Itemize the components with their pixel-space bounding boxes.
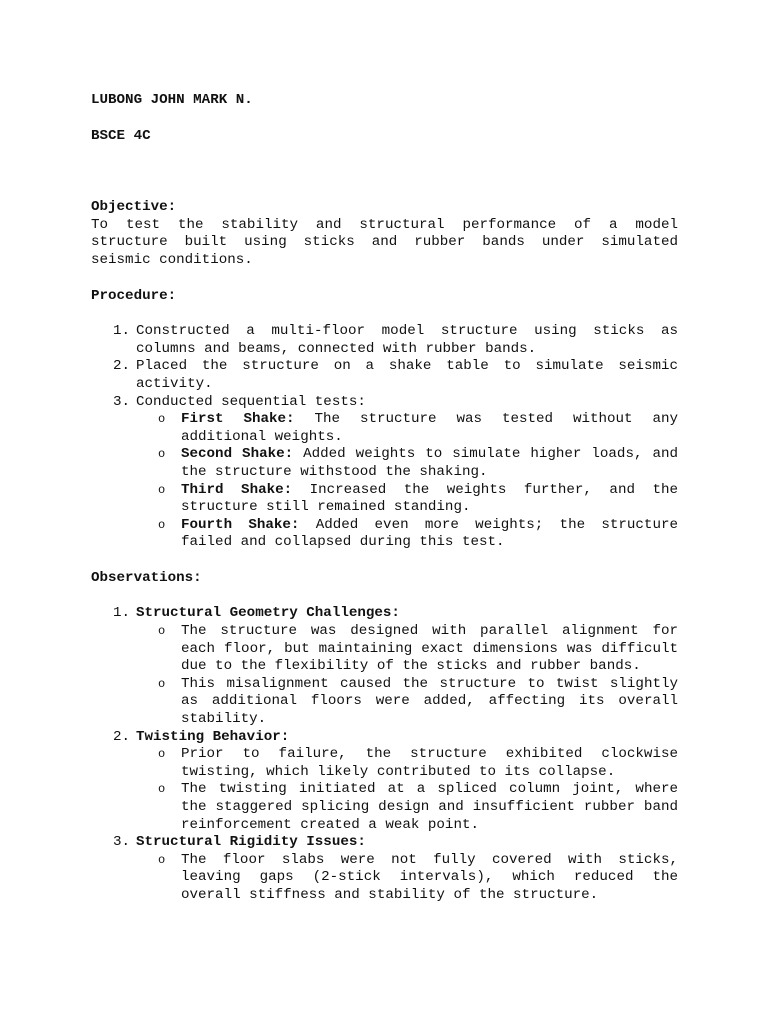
observation-point-text: This misalignment caused the structure to twist slightly as additional floors were added, affecting its overall stability.	[181, 675, 678, 728]
observations-heading: Observations:	[91, 569, 202, 586]
step-number: 3.	[113, 393, 131, 410]
observation-item	[91, 834, 678, 904]
step-number: 1.	[113, 323, 131, 340]
observation-title: Twisting Behavior:	[136, 728, 290, 745]
observation-point-text: Prior to failure, the structure exhibited clockwise twisting, which likely contributed to its collapse.	[181, 746, 678, 780]
bullet-icon: o	[158, 624, 166, 639]
procedure-step	[91, 358, 678, 393]
test-item	[136, 411, 678, 446]
test-item	[136, 446, 678, 481]
observation-number: 1.	[113, 605, 131, 622]
observation-point	[136, 781, 678, 834]
bullet-icon: o	[158, 676, 166, 691]
observation-point	[136, 852, 678, 905]
test-text: The structure was tested without any additional weights.	[181, 411, 679, 445]
test-label: Third Shake:	[181, 481, 293, 498]
test-label: Second Shake:	[181, 446, 294, 463]
test-item	[136, 482, 678, 517]
observation-item	[91, 729, 678, 835]
procedure-step	[91, 394, 678, 552]
observation-point-text: The twisting initiated at a spliced column joint, where the staggered splicing design and insufficient rubber band reinforcement created a weak point.	[181, 781, 678, 833]
test-label: First Shake:	[181, 411, 295, 428]
objective-text: To test the stability and structural performance of a model structure built using sticks and rubber bands under simulated seismic conditions.	[91, 216, 678, 268]
course-section: BSCE 4C	[91, 127, 151, 144]
bullet-icon: o	[158, 412, 166, 427]
test-text: Increased the weights further, and the structure still remained standing.	[181, 481, 678, 516]
step-number: 2.	[113, 358, 131, 375]
step-text: Placed the structure on a shake table to simulate seismic activity.	[136, 358, 678, 392]
observation-point	[136, 623, 678, 676]
author-name: LUBONG JOHN MARK N.	[91, 92, 253, 108]
observation-point-text: The floor slabs were not fully covered with sticks, leaving gaps (2-stick intervals), which reduced the overall stiffness and stability of the structure.	[181, 851, 678, 903]
observation-title: Structural Rigidity Issues:	[136, 834, 366, 851]
step-text: Conducted sequential tests:	[136, 393, 366, 410]
observations-list	[91, 605, 678, 904]
bullet-icon: o	[158, 782, 166, 797]
test-text: Added even more weights; the structure failed and collapsed during this test.	[181, 516, 678, 551]
observation-point	[136, 746, 678, 781]
document-page	[91, 90, 678, 905]
bullet-icon: o	[158, 747, 166, 762]
procedure-list	[91, 323, 678, 552]
observation-points	[136, 852, 678, 905]
observation-number: 3.	[113, 834, 131, 851]
bullet-icon: o	[158, 447, 166, 462]
bullet-icon: o	[158, 517, 166, 532]
observation-point-text: The structure was designed with parallel alignment for each floor, but maintaining exact dimensions was difficult due to the flexibility of the sticks and rubber bands.	[181, 623, 678, 675]
objective-heading: Objective:	[91, 199, 177, 216]
test-text: Added weights to simulate higher loads, and the structure withstood the shaking.	[181, 446, 678, 480]
observation-item	[91, 605, 678, 728]
procedure-heading: Procedure:	[91, 287, 177, 304]
procedure-step	[91, 323, 678, 358]
observation-point	[136, 676, 678, 729]
observation-points	[136, 746, 678, 834]
observation-points	[136, 623, 678, 729]
step-text: Constructed a multi-floor model structure using sticks as columns and beams, connected with rubber bands.	[136, 323, 678, 357]
test-item	[136, 517, 678, 552]
test-list	[136, 411, 678, 552]
observation-title: Structural Geometry Challenges:	[136, 605, 400, 622]
bullet-icon: o	[158, 482, 166, 497]
bullet-icon: o	[158, 852, 166, 867]
test-label: Fourth Shake:	[181, 516, 300, 533]
observation-number: 2.	[113, 728, 131, 745]
